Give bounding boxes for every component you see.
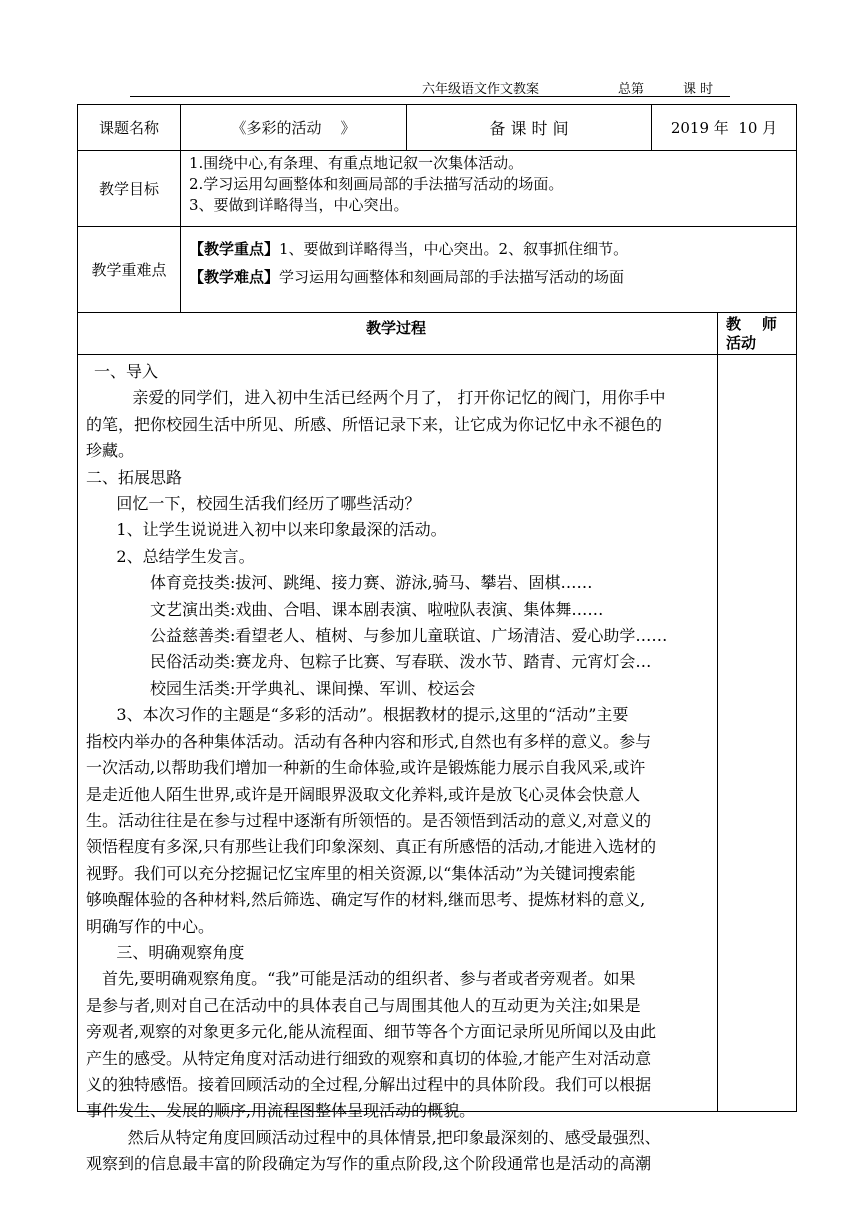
objectives-label: 教学目标 (98, 180, 159, 198)
paragraph-line: 然后从特定角度回顾活动过程中的具体情景,把印象最深刻的、感受最强烈、 (127, 1127, 661, 1147)
activity-category: 公益慈善类:看望老人、植树、与参加儿童联谊、广场清洁、爱心助学…… (150, 626, 668, 646)
topic-value: 《多彩的活动 》 (231, 119, 356, 137)
objective-item: 1.围绕中心,有条理、有重点地记叙一次集体活动。 (189, 154, 524, 172)
teacher-activity-cell (718, 355, 797, 1112)
paragraph-line: 是走近他人陌生世界,或许是开阔眼界汲取文化养料,或许是放飞心灵体会快意人 (86, 784, 641, 804)
paragraph-line: 领悟程度有多深,只有那些让我们印象深刻、真正有所感悟的活动,才能进入选材的 (86, 837, 657, 857)
list-item: 2、总结学生发言。 (116, 546, 255, 566)
paragraph-line: 义的独特感悟。接着回顾活动的全过程,分解出过程中的具体阶段。我们可以根据 (86, 1074, 652, 1094)
prep-time-label: 备 课 时 间 (489, 119, 569, 138)
difficult-point-tag: 【教学难点】 (189, 268, 280, 286)
paragraph-line: 的笔，把你校园生活中所见、所感、所悟记录下来，让它成为你记忆中永不褪色的 (86, 414, 663, 434)
process-label: 教学过程 (366, 319, 427, 337)
process-content-cell (78, 355, 718, 1174)
activity-category: 民俗活动类:赛龙舟、包粽子比赛、写春联、泼水节、踏青、元宵灯会… (150, 652, 652, 672)
objectives-label-cell (78, 151, 181, 227)
list-item: 1、让学生说说进入初中以来印象最深的活动。 (116, 520, 447, 540)
paragraph-line: 指校内举办的各种集体活动。活动有各种内容和形式,自然也有多样的意义。参与 (86, 731, 652, 751)
header-total-label: 总第 (618, 82, 645, 97)
paragraph-line: 亲爱的同学们，进入初中生活已经两个月了， 打开你记忆的阀门，用你手中 (132, 388, 666, 408)
topic-value-cell (181, 105, 407, 151)
lesson-plan-table (77, 104, 797, 1174)
paragraph-line: 明确写作的中心。 (86, 916, 215, 936)
prep-time-value: 2019 年 10 月 (670, 119, 778, 137)
objective-item: 3、要做到详略得当，中心突出。 (189, 196, 409, 214)
difficult-point-line (189, 263, 790, 291)
paragraph-line: 回忆一下，校园生活我们经历了哪些活动？ (116, 494, 421, 514)
topic-label-cell (78, 105, 181, 151)
paragraph-line: 3、本次习作的主题是“多彩的活动”。根据教材的提示,这里的“活动”主要 (116, 705, 629, 725)
paragraph-line: 产生的感受。从特定角度对活动进行细致的观察和真切的体验,才能产生对活动意 (86, 1048, 652, 1068)
activity-category: 校园生活类:开学典礼、课间操、军训、校运会 (150, 678, 476, 698)
paragraph-line: 够唤醒体验的各种材料,然后筛选、确定写作的材料,继而思考、提炼材料的意义, (86, 890, 646, 910)
section-title-observation: 三、明确观察角度 (116, 942, 245, 962)
paragraph-line: 首先,要明确观察角度。“我”可能是活动的组织者、参与者或者旁观者。如果 (102, 969, 636, 989)
paragraph-line: 一次活动,以帮助我们增加一种新的生命体验,或许是锻炼能力展示自我风采,或许 (86, 758, 646, 778)
topic-label: 课题名称 (98, 119, 159, 137)
page-header (130, 76, 730, 97)
objectives-cell (181, 151, 797, 227)
section-title-ideas: 二、拓展思路 (86, 467, 183, 487)
process-header-cell (78, 313, 718, 355)
difficulties-label: 教学重难点 (91, 261, 167, 279)
teacher-activity-label: 教 师 (726, 315, 777, 333)
teacher-activity-label: 活动 (726, 334, 757, 352)
teacher-activity-header-cell (718, 313, 797, 355)
difficulties-cell (181, 227, 797, 313)
paragraph-line: 旁观者,观察的对象更多元化,能从流程面、细节等各个方面记录所见所闻以及由此 (86, 1022, 657, 1042)
paragraph-line: 观察到的信息最丰富的阶段确定为写作的重点阶段,这个阶段通常也是活动的高潮 (86, 1154, 652, 1174)
paragraph-line: 珍藏。 (86, 441, 135, 461)
objective-item: 2.学习运用勾画整体和刻画局部的手法描写活动的场面。 (189, 175, 564, 193)
header-lesson-label: 课 时 (683, 82, 714, 97)
paragraph-line: 视野。我们可以充分挖掘记忆宝库里的相关资源,以“集体活动”为关键词搜索能 (86, 863, 636, 883)
difficult-point-text: 学习运用勾画整体和刻画局部的手法描写活动的场面 (279, 268, 625, 286)
difficulties-label-cell (78, 227, 181, 313)
paragraph-line: 是参与者,则对自己在活动中的具体表自己与周围其他人的互动更为关注;如果是 (86, 995, 641, 1015)
activity-category: 文艺演出类:戏曲、合唱、课本剧表演、啦啦队表演、集体舞…… (150, 599, 604, 619)
activity-category: 体育竞技类:拔河、跳绳、接力赛、游泳,骑马、攀岩、固棋…… (150, 573, 593, 593)
prep-time-label-cell (407, 105, 652, 151)
section-title-intro: 一、导入 (94, 362, 159, 381)
header-title: 六年级语文作文教案 (422, 82, 540, 97)
key-point-line (189, 235, 790, 263)
prep-time-value-cell (652, 105, 797, 151)
key-point-text: 1、要做到详略得当，中心突出。2、叙事抓住细节。 (279, 240, 629, 258)
paragraph-line: 生。活动往往是在参与过程中逐渐有所领悟的。是否领悟到活动的意义,对意义的 (86, 810, 652, 830)
key-point-tag: 【教学重点】 (189, 240, 280, 258)
paragraph-line: 事件发生、发展的顺序,用流程图整体呈现活动的概貌。 (86, 1101, 476, 1121)
